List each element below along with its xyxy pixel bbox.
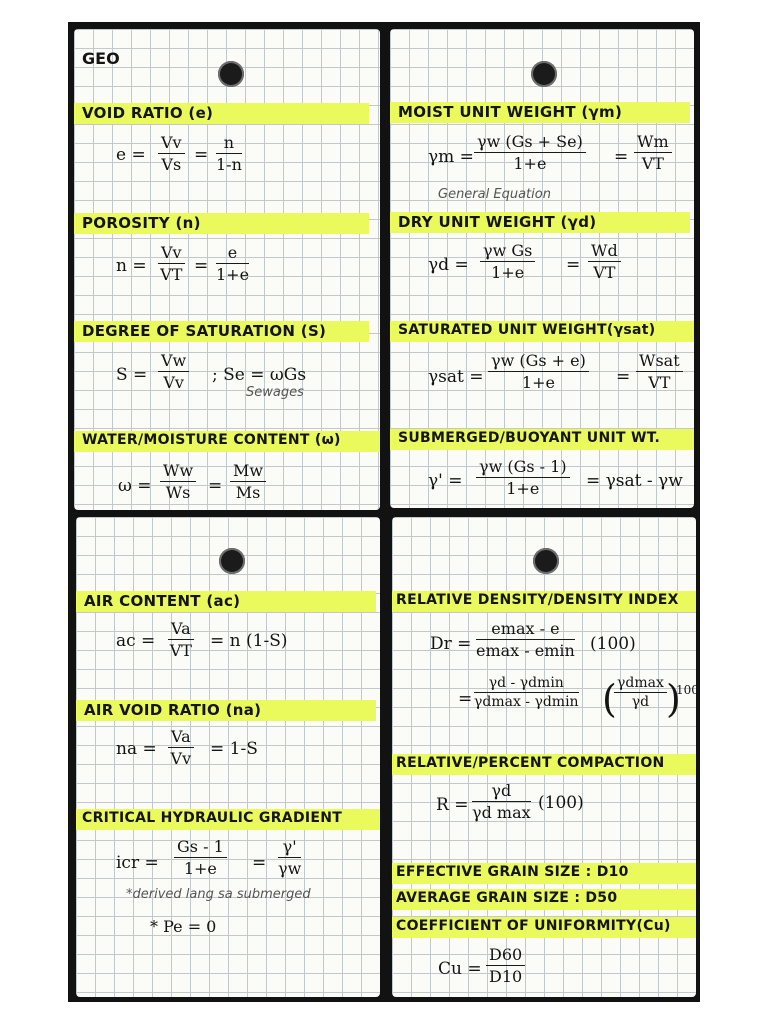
heading-relative-density: RELATIVE DENSITY/DENSITY INDEX [396,592,679,608]
formula-lhs: na = [116,739,157,759]
fraction: $\frac{Vv}{VT}$ [158,243,185,284]
fraction: $\frac{e}{1+e}$ [216,243,250,284]
formula-lhs: Cu = [438,959,482,979]
formula-lhs: e = [116,145,146,165]
punch-hole-icon [218,61,244,87]
card-unit-weights [390,29,694,508]
formula-lhs: n = [116,256,147,276]
fraction: $\frac{Gs - 1}{1+e}$ [174,837,227,878]
equals-sign: = [458,689,473,709]
equals-sign: = [616,367,631,387]
handwritten-note: General Equation [438,187,551,202]
fraction: $\frac{\gamma'}{\gamma w}$ [278,837,302,878]
fraction: Wsat VT [636,351,683,392]
heading-saturated-unit-weight: SATURATED UNIT WEIGHT(γsat) [398,322,656,338]
heading-average-grain-size: AVERAGE GRAIN SIZE : D50 [396,890,618,906]
fraction: $\frac{D60}{D10}$ [486,945,525,986]
formula-lhs: γd = [428,255,469,275]
heading-submerged-unit-weight: SUBMERGED/BUOYANT UNIT WT. [398,430,661,446]
formula-lhs: γm = [428,147,474,167]
fraction: γdmax γd [614,675,667,710]
card-basic-relations [74,29,380,510]
formula-lhs: γ' = [428,471,463,491]
fraction: γd - γdmin γdmax - γdmin [474,675,579,710]
equals-sign: = [614,147,629,167]
parenthesis-open: ( [602,677,617,721]
heading-moist-unit-weight: MOIST UNIT WEIGHT (γm) [398,103,623,121]
formula-lhs: S = [116,365,148,385]
heading-air-content: AIR CONTENT (ac) [84,592,241,610]
heading-porosity: POROSITY (n) [82,214,201,232]
corner-label: GEO [82,49,120,68]
formula-tail: = 1-S [210,739,258,759]
fraction: $\frac{Wd}{VT}$ [588,241,621,282]
formula-tail: (100) [590,634,636,654]
card-density-and-grain-size [392,517,699,997]
equals-sign: = [252,853,267,873]
heading-saturation: DEGREE OF SATURATION (S) [82,322,327,340]
fraction: $\frac{Mw}{Ms}$ [230,461,266,502]
fraction: $\frac{\gamma w (Gs + e)}{1+e}$ [488,351,589,392]
formula-tail: = γsat - γw [586,471,683,491]
fraction: $\frac{\gamma w (Gs - 1)}{1+e}$ [476,457,570,498]
formula-tail: = n (1-S) [210,631,288,651]
fraction: $\frac{Wm}{VT}$ [634,132,672,173]
fraction: emax - e emax - emin [476,619,575,660]
punch-hole-icon [219,548,245,574]
parenthesis-close: ) [666,677,681,721]
heading-void-ratio: VOID RATIO (e) [82,104,214,122]
handwritten-note: *derived lang sa submerged [126,887,311,902]
formula-tail: 100 [676,683,699,697]
formula-tail: ; Se = ωGs [212,365,307,385]
fraction: $\frac{\text{γw Gs}}{1+e}$ [480,241,535,282]
heading-relative-compaction: RELATIVE/PERCENT COMPACTION [396,755,665,771]
fraction: $\frac{Va}{VT}$ [169,619,192,660]
equals-sign: = [566,255,581,275]
formula-lhs: Dr = [430,634,472,654]
formula-lhs: γsat = [428,367,484,387]
formula-lhs: ω = [118,476,152,496]
fraction: $\frac{Va}{Vv}$ [168,727,194,768]
punch-hole-icon [531,61,557,87]
heading-critical-hydraulic-gradient: CRITICAL HYDRAULIC GRADIENT [82,810,343,826]
equals-sign: = [194,256,209,276]
handwritten-note: * Pe = 0 [150,917,217,936]
fraction: γd γd max [472,781,531,822]
equals-sign: = [194,145,209,165]
heading-water-content: WATER/MOISTURE CONTENT (ω) [82,432,341,448]
heading-coefficient-of-uniformity: COEFFICIENT OF UNIFORMITY(Cu) [396,918,671,934]
formula-lhs: ac = [116,631,156,651]
formula-tail: (100) [538,793,584,813]
heading-effective-grain-size: EFFECTIVE GRAIN SIZE : D10 [396,864,629,880]
equals-sign: = [208,476,223,496]
fraction: $\frac{Vw}{Vv}$ [158,351,189,392]
fraction: $\frac{n}{1-n}$ [216,133,242,174]
fraction: $\frac{Ww}{Ws}$ [160,461,196,502]
heading-air-void-ratio: AIR VOID RATIO (na) [84,701,262,719]
card-air-and-gradient [76,517,380,997]
fraction: $\frac{\gamma w (Gs + Se)}{1+e}$ [474,132,586,173]
heading-dry-unit-weight: DRY UNIT WEIGHT (γd) [398,213,597,231]
fraction: $\frac{Vv}{Vs}$ [158,133,185,174]
punch-hole-icon [533,548,559,574]
formula-lhs: R = [436,795,469,815]
handwritten-note: Sewages [246,385,304,400]
formula-lhs: icr = [116,853,159,873]
